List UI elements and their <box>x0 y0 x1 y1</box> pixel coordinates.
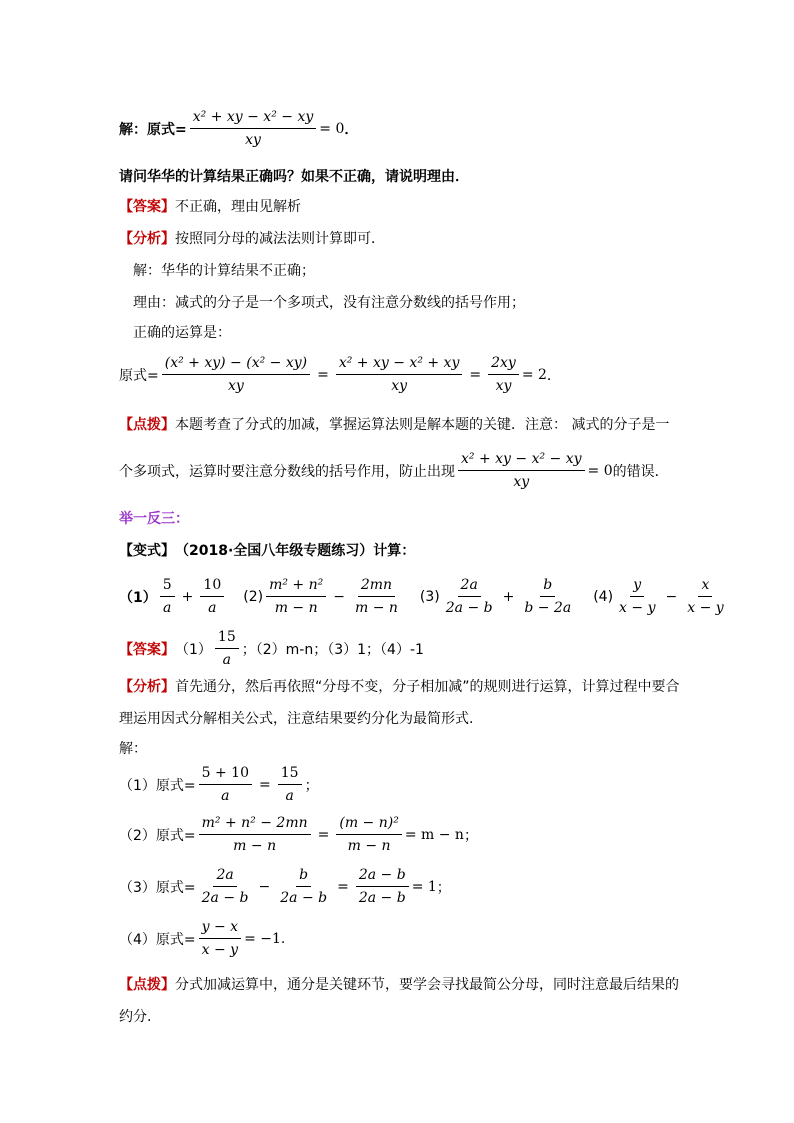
variant-line: 【变式】 （2018·全国八年级专题练习）计算： <box>119 540 415 560</box>
answer-line-2: 【答案】 （1） $\frac{15}{a}$ ；（2）m-n；（3）1；（4）-1 <box>119 629 424 668</box>
solution-text: 解：华华的计算结果不正确； <box>133 263 315 279</box>
answer-tag: 【答案】 <box>119 641 175 658</box>
step-4: （4）原式= $\frac{y - x}{x - y}$ = −1 . <box>119 919 286 958</box>
fraction: $\frac{\text{x² + xy − x² − xy}}{xy}$ <box>458 450 585 491</box>
correct-computation: 原式= $\frac{\text{(x² + xy) − (x² − xy)}}{xy}$ = $\frac{\text{x² + xy − x² + xy}}{xy}$ = $\frac{2xy}{xy}$ = 2 ． <box>119 355 561 394</box>
fraction: $\frac{\text{(m − n)²}}{m - n}$ <box>336 814 401 855</box>
fraction: $\frac{\text{m² + n² − 2mn}}{m - n}$ <box>199 814 311 855</box>
correct-text: 正确的运算是： <box>133 325 231 341</box>
fraction: $\frac{2a - b}{2a - b}$ <box>356 866 409 907</box>
fraction: $\frac{10}{a}$ <box>200 576 224 617</box>
fraction: $\frac{\text{x² + xy − x² − xy}}{xy}$ <box>190 108 317 149</box>
solution-label: 解：原式= <box>119 121 187 138</box>
tip-tag: 【点拨】 <box>119 977 175 993</box>
jie-label: 解： <box>119 741 147 757</box>
fraction: $\frac{5 + 10}{a}$ <box>199 764 252 805</box>
fraction: $\frac{\text{(x² + xy) − (x² − xy)}}{xy}$ <box>162 354 310 395</box>
tip-line-4: 约分. <box>119 1009 152 1025</box>
tip-line-1: 【点拨】 本题考查了分式的加减，掌握运算法则是解本题的关键．注意： 减式的分子是一 <box>119 414 669 434</box>
fraction: $\frac{\text{m² + n²}}{m - n}$ <box>266 576 326 617</box>
reason-text: 理由：减式的分子是一个多项式，没有注意分数线的括号作用； <box>133 295 525 311</box>
analysis-line-2: 【分析】 首先通分，然后再依照“分母不变，分子相加减”的规则进行运算，计算过程中要合 <box>119 676 680 696</box>
analysis-line-2b: 理运用因式分解相关公式，注意结果要约分化为最简形式. <box>119 711 474 727</box>
fraction: $\frac{2xy}{xy}$ <box>488 354 519 395</box>
fraction: $\frac{15}{a}$ <box>215 628 239 669</box>
analysis-tag: 【分析】 <box>119 231 175 247</box>
fraction: $\frac{2mn}{m - n}$ <box>354 577 398 616</box>
fraction: $\frac{\text{x² + xy − x² + xy}}{xy}$ <box>336 354 463 395</box>
analysis-line-1: 【分析】 按照同分母的减法法则计算即可． <box>119 228 385 248</box>
fraction: $\frac{y - x}{x - y}$ <box>199 918 241 959</box>
tip-tag: 【点拨】 <box>119 417 175 433</box>
tip-line-2: 个多项式，运算时要注意分数线的括号作用，防止出现 $\frac{\text{x² + xy − x² − xy}}{xy}$ = 0 的错误． <box>119 451 669 490</box>
fraction: $\frac{b}{b - 2a}$ <box>524 577 572 616</box>
fraction: $\frac{x}{x - y}$ <box>687 577 724 616</box>
fraction: $\frac{y}{x - y}$ <box>619 577 656 616</box>
section-title: 举一反三： <box>119 511 189 527</box>
solution-line-1: 解：原式= $\frac{\text{x² + xy − x² − xy}}{xy}$ = 0 ． <box>119 109 359 148</box>
answer-line-1: 【答案】 不正确，理由见解析 <box>119 196 301 216</box>
fraction: $\frac{b}{2a - b}$ <box>280 867 328 906</box>
tip-line-3: 【点拨】 分式加减运算中，通分是关键环节，要学会寻找最简公分母，同时注意最后结果的 <box>119 974 679 994</box>
step-2: （2）原式= $\frac{\text{m² + n² − 2mn}}{m - n}$ = $\frac{\text{(m − n)²}}{m - n}$ = m − n ； <box>119 815 478 854</box>
step-3: （3）原式= $\frac{2a}{2a - b}$ − $\frac{b}{2a - b}$ = $\frac{2a - b}{2a - b}$ = 1 ； <box>119 867 451 906</box>
fraction: $\frac{5}{a}$ <box>160 576 175 617</box>
problems-line: （1） $\frac{5}{a}$ + $\frac{10}{a}$ (2) $\frac{\text{m² + n²}}{m - n}$ − $\frac{2mn}{m - n}$ (3) $\frac{2a}{2a - b}$ + $\frac{b}{b - 2a}$ (4) $\frac{y}{x - y}$ − $\frac{x}{x - y}$ <box>119 576 730 617</box>
fraction: $\frac{15}{a}$ <box>278 764 302 805</box>
variant-tag: 【变式】 <box>119 543 175 559</box>
fraction: $\frac{2a}{2a - b}$ <box>445 577 493 616</box>
step-1: （1）原式= $\frac{5 + 10}{a}$ = $\frac{15}{a}$ ； <box>119 765 319 804</box>
question-line: 请问华华的计算结果正确吗？如果不正确，请说明理由． <box>119 169 469 185</box>
analysis-tag: 【分析】 <box>119 679 175 695</box>
answer-tag: 【答案】 <box>119 199 175 215</box>
fraction: $\frac{2a}{2a - b}$ <box>201 867 249 906</box>
